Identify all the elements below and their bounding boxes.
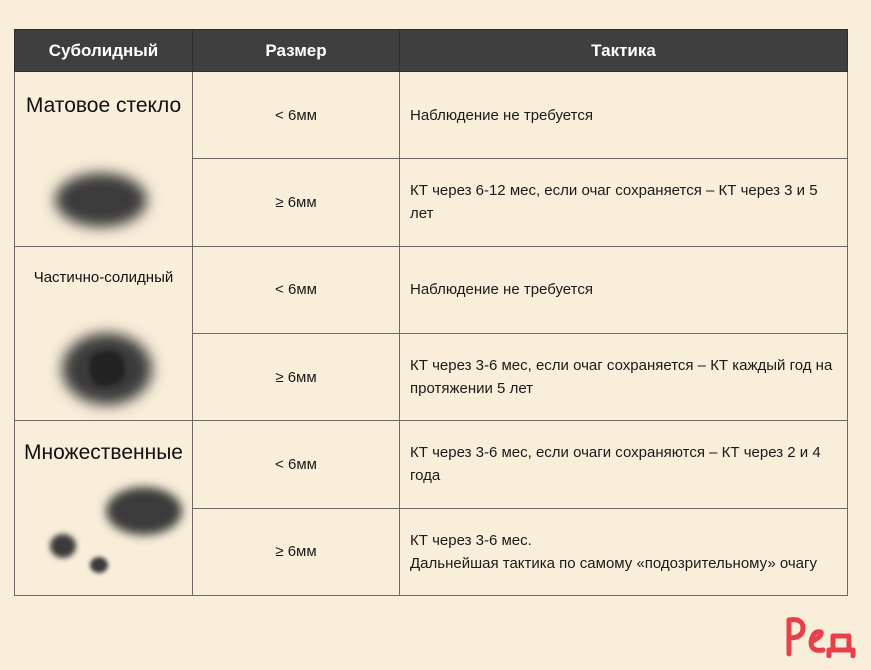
ground-glass-nodule-icon [37, 150, 167, 250]
tactic-cell: КТ через 6-12 мес, если очаг сохраняется – КТ через 3 и 5 лет [400, 159, 848, 246]
table-header-row [15, 30, 848, 72]
category-part-solid [15, 246, 193, 421]
table-row [15, 72, 848, 159]
table-row [15, 246, 848, 333]
nodule-management-table [14, 29, 848, 596]
size-cell: ≥ 6мм [193, 508, 400, 595]
tactic-line: Дальнейшая тактика по самому «подозрительному» очагу [410, 554, 817, 572]
tactic-cell: КТ через 3-6 мес, если очаги сохраняются – КТ через 2 и 4 года [400, 421, 848, 508]
category-label: Множественные [24, 441, 183, 465]
multiple-nodules-icon [25, 473, 195, 593]
table-row [15, 421, 848, 508]
tactic-cell: Наблюдение не требуется [400, 72, 848, 159]
header-subsolid: Суболидный [15, 30, 193, 72]
category-label: Частично-солидный [33, 268, 174, 286]
header-size: Размер [193, 30, 400, 72]
tactic-line: КТ через 3-6 мес. [410, 531, 532, 549]
part-solid-nodule-icon [43, 307, 173, 427]
size-cell: ≥ 6мм [193, 333, 400, 420]
category-multiple [15, 421, 193, 596]
red-logo [783, 614, 859, 658]
tactic-cell: КТ через 3-6 мес, если очаг сохраняется – КТ каждый год на протяжении 5 лет [400, 333, 848, 420]
category-label: Матовое стекло [25, 94, 182, 117]
tactic-cell: Наблюдение не требуется [400, 246, 848, 333]
size-cell: < 6мм [193, 246, 400, 333]
size-cell: < 6мм [193, 421, 400, 508]
tactic-cell [400, 508, 848, 595]
header-tactic: Тактика [400, 30, 848, 72]
size-cell: ≥ 6мм [193, 159, 400, 246]
size-cell: < 6мм [193, 72, 400, 159]
category-ground-glass [15, 72, 193, 247]
